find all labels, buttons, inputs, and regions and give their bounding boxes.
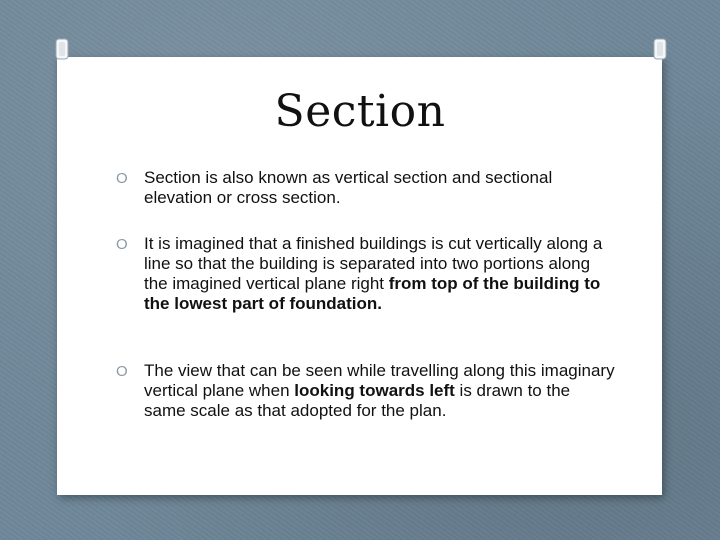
slide-title: Section bbox=[274, 86, 446, 137]
bullet-marker: O bbox=[116, 170, 128, 187]
bullet-text-after: is drawn to the same scale as that adopted for the plan. bbox=[144, 381, 571, 420]
bullet-item bbox=[116, 361, 616, 421]
pin-top-left-icon bbox=[55, 38, 69, 60]
pin-top-right-icon bbox=[653, 38, 667, 60]
bullet-text-bold: from top of the building to the lowest part of foundation. bbox=[144, 274, 601, 313]
bullet-marker: O bbox=[116, 236, 128, 253]
bullet-item bbox=[116, 168, 616, 208]
bullet-text-bold: looking towards left bbox=[294, 381, 455, 400]
bullet-item bbox=[116, 234, 616, 314]
bullet-text: It is imagined that a finished buildings is cut vertically along a line so that the building is separated into two portions along the imagined vertical plane right bbox=[144, 234, 603, 293]
bullet-text: Section is also known as vertical section and sectional elevation or cross section. bbox=[144, 168, 553, 207]
bullet-text: The view that can be seen while travelling along this imaginary vertical plane when bbox=[144, 361, 615, 400]
bullet-marker: O bbox=[116, 363, 128, 380]
